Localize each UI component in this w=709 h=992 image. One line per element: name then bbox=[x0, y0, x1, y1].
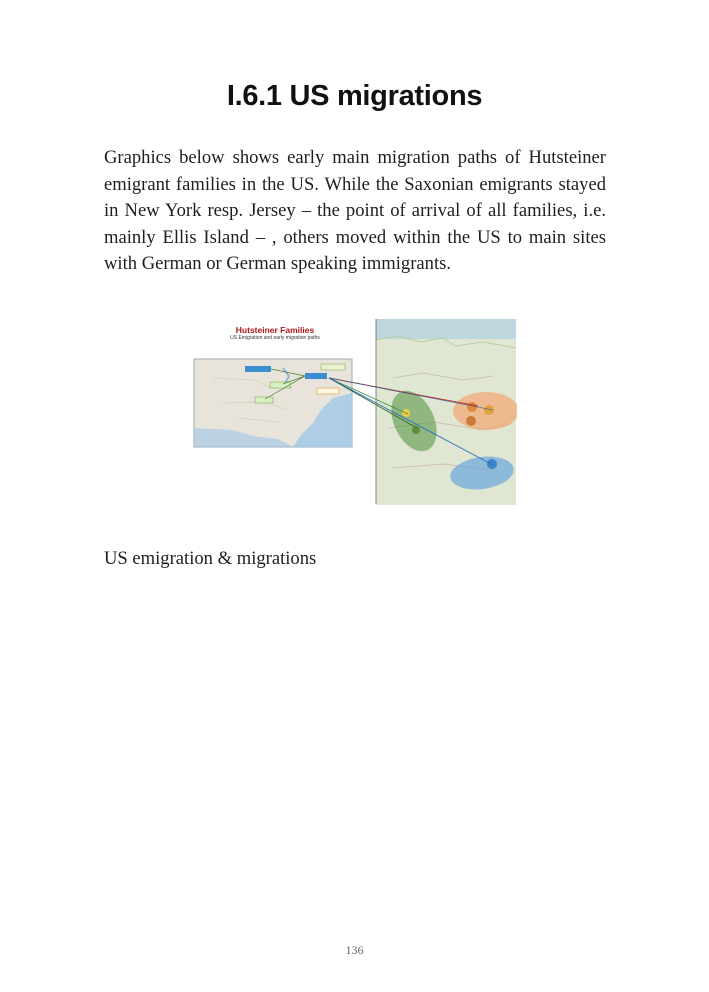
page-heading: I.6.1 US migrations bbox=[226, 80, 483, 112]
figure-caption: US emigration & migrations bbox=[104, 548, 317, 569]
figure-subtitle: US Emigration and early migration paths bbox=[230, 335, 320, 341]
page-number: 136 bbox=[345, 943, 364, 957]
figure-title: Hutsteiner Families bbox=[235, 325, 315, 335]
migration-figure bbox=[193, 318, 517, 506]
migration-map-graphic bbox=[193, 318, 517, 506]
body-paragraph: Graphics below shows early main migration paths of Hutsteiner emigrant families in the US. While the Saxonian emigrants stayed in New York resp. Jersey – the point of arrival of all families, i.e. mainly Ellis Island – , others moved within the US to main sites with German or German speaking immigrants. bbox=[104, 147, 606, 275]
